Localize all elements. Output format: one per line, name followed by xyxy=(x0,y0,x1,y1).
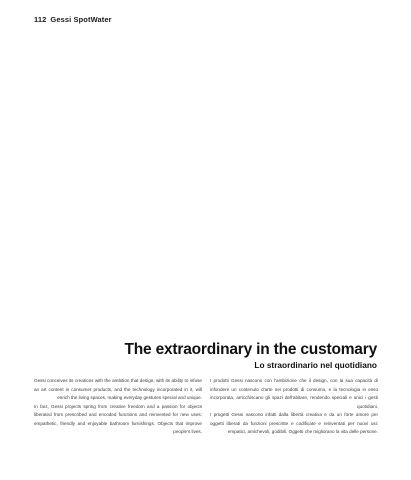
page-subtitle: Lo straordinario nel quotidiano xyxy=(254,360,377,370)
section-title: Gessi SpotWater xyxy=(50,15,112,24)
running-header xyxy=(34,15,112,24)
page-number: 112 xyxy=(34,15,47,24)
english-paragraph-2: In fact, Gessi projects spring from creative freedom and a passion for objects liberated from prescribed and encoded functions and reinvented for new uses: empathetic, friendly and enjoyable bathroom furnishings. Objects that improve people's lives. xyxy=(34,403,202,434)
italian-paragraph-2: I progetti Gessi nascono infatti dalla libertà creativa e da un forte amore per oggetti liberati da funzioni prescritte e codificate e reinventati per nuovi usi: empatici, amichevoli, godibili. Oggetti che migliorano la vita delle persone. xyxy=(210,412,378,434)
english-paragraph-1: Gessi conceives its creations with the ambition that design, with its ability to infuse an art content in consumer products, and the technology incorporated in it, will enrich the living spaces, making everyday gestures special and unique. xyxy=(34,378,202,400)
article-heading xyxy=(125,341,377,371)
italian-text-column xyxy=(210,377,378,437)
page-title: The extraordinary in the customary xyxy=(124,341,377,358)
english-text-column xyxy=(34,377,202,437)
italian-paragraph-1: I prodotti Gessi nascono con l'ambizione che il design, con la sua capacità di infondere un contenuto d'arte nei prodotti di consumo, e la tecnologia in esso incorporata, arricchiscano gli spazi dell'abitare, rendendo speciali e unici i gesti quotidiani. xyxy=(210,378,378,409)
